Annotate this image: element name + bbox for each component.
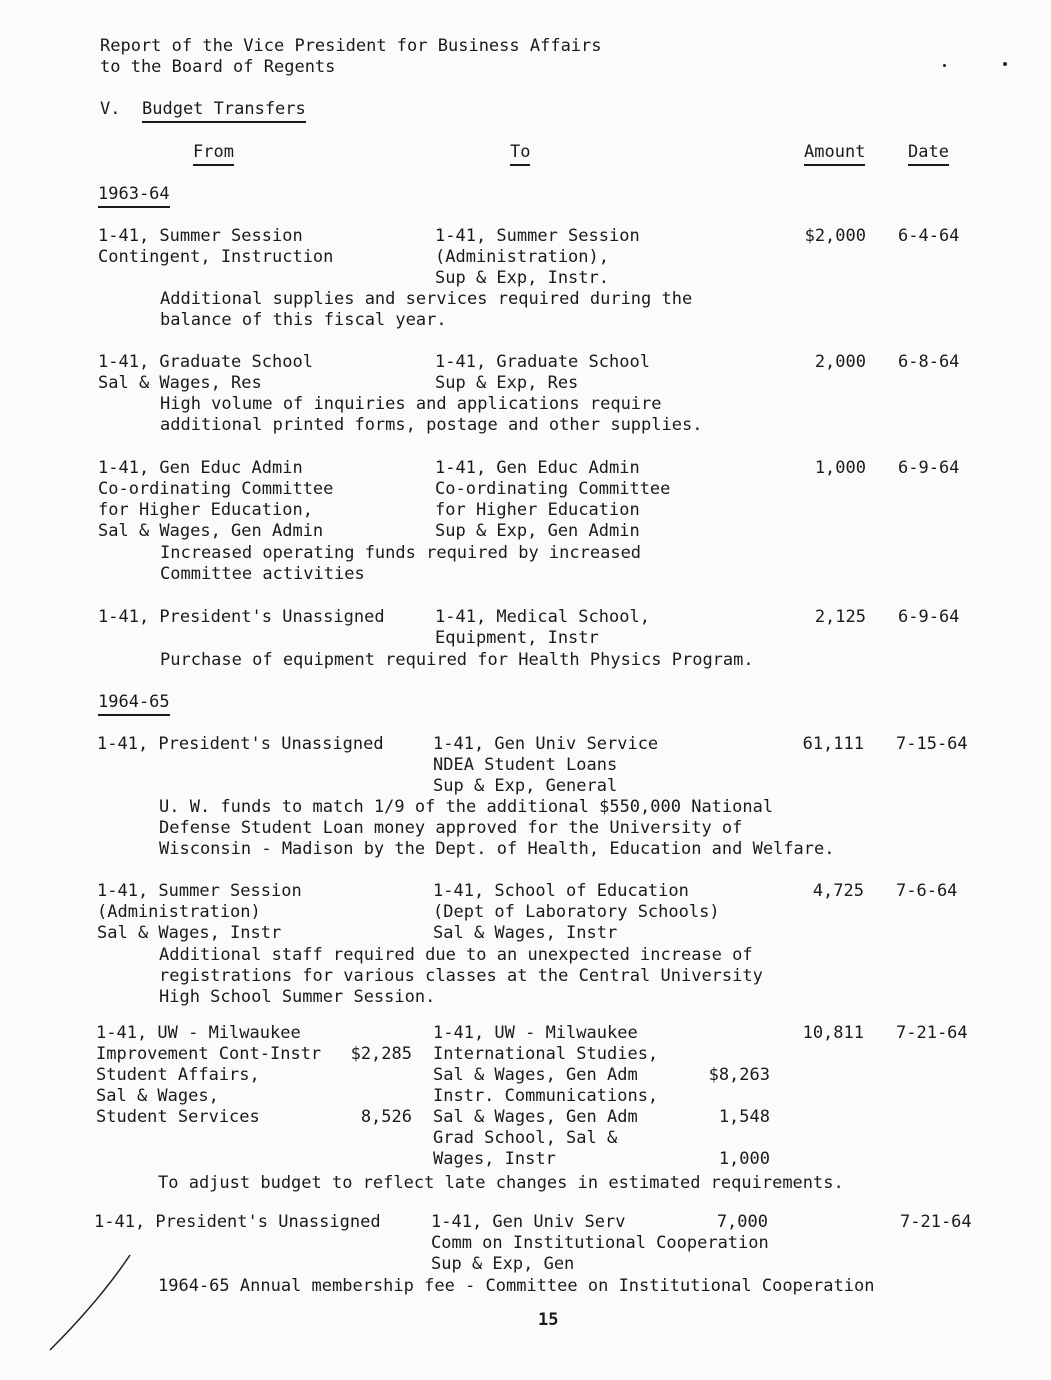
to-line: Sup & Exp, Instr. [435,268,609,288]
to-line: International Studies, [433,1044,659,1064]
column-header-date: Date [908,142,949,166]
to-line: Wages, Instr [433,1149,556,1169]
transfer-amount: 61,111 [802,734,864,754]
pen-stroke-mark [30,1250,140,1360]
from-line: for Higher Education, [98,500,313,520]
to-line: 1-41, UW - Milwaukee [433,1023,638,1043]
from-line: (Administration) [97,902,261,922]
from-line: 1-41, President's Unassigned [94,1212,381,1232]
to-sub-amount: $8,263 [708,1065,770,1085]
from-line: Co-ordinating Committee [98,479,334,499]
to-line: 1-41, Medical School, [435,607,650,627]
scan-speck [1003,62,1007,66]
transfer-date: 6-8-64 [898,352,960,372]
fiscal-year-heading: 1964-65 [98,692,170,716]
from-line: 1-41, President's Unassigned [97,734,384,754]
transfer-note: 1964-65 Annual membership fee - Committee on Institutional Cooperation [158,1276,875,1296]
transfer-note: Wisconsin - Madison by the Dept. of Health, Education and Welfare. [159,839,835,859]
transfer-note: Additional staff required due to an unexpected increase of [159,945,753,965]
to-line: 1-41, School of Education [433,881,689,901]
transfer-amount: 1,000 [814,458,866,478]
to-line: (Dept of Laboratory Schools) [433,902,720,922]
to-sub-amount: 1,548 [718,1107,770,1127]
from-line: 1-41, Graduate School [98,352,313,372]
to-sub-amount: 1,000 [718,1149,770,1169]
from-line: 1-41, UW - Milwaukee [96,1023,301,1043]
transfer-note: Defense Student Loan money approved for the University of [159,818,743,838]
to-line: Equipment, Instr [435,628,599,648]
to-line: Sup & Exp, Gen Admin [435,521,640,541]
transfer-note: To adjust budget to reflect late changes in estimated requirements. [158,1173,844,1193]
column-header-amount: Amount [804,142,865,166]
to-line: Comm on Institutional Cooperation [431,1233,769,1253]
transfer-note: registrations for various classes at the Central University [159,966,763,986]
from-line: Improvement Cont-Instr [96,1044,322,1064]
transfer-note: U. W. funds to match 1/9 of the additional $550,000 National [159,797,774,817]
transfer-date: 7-6-64 [896,881,958,901]
transfer-note: additional printed forms, postage and other supplies. [160,415,703,435]
from-line: Student Affairs, [96,1065,260,1085]
to-line: 1-41, Summer Session [435,226,640,246]
transfer-date: 6-9-64 [898,458,960,478]
transfer-amount: 2,125 [814,607,866,627]
from-line: Sal & Wages, Instr [97,923,282,943]
to-line: Sal & Wages, Gen Adm [433,1107,638,1127]
to-line: NDEA Student Loans [433,755,618,775]
from-line: 1-41, Gen Educ Admin [98,458,303,478]
to-line: 1-41, Gen Educ Admin [435,458,640,478]
fiscal-year-heading: 1963-64 [98,184,170,208]
column-header-to: To [510,142,530,166]
to-line: Instr. Communications, [433,1086,659,1106]
to-line: 1-41, Gen Univ Service [433,734,659,754]
column-header-from: From [193,142,234,166]
to-line: Sup & Exp, Res [435,373,579,393]
to-line: 1-41, Graduate School [435,352,650,372]
transfer-amount: 4,725 [812,881,864,901]
from-line: Sal & Wages, Res [98,373,262,393]
from-line: Student Services [96,1107,260,1127]
transfer-date: 6-4-64 [898,226,960,246]
to-line: 1-41, Gen Univ Serv [431,1212,626,1232]
to-line: Sal & Wages, Instr [433,923,618,943]
from-line: Sal & Wages, Gen Admin [98,521,324,541]
transfer-note: Additional supplies and services required during the [160,289,693,309]
to-line: Sup & Exp, General [433,776,618,796]
transfer-note: Committee activities [160,564,365,584]
transfer-date: 7-21-64 [900,1212,972,1232]
from-line: Sal & Wages, [96,1086,219,1106]
transfer-note: balance of this fiscal year. [160,310,447,330]
from-line: Contingent, Instruction [98,247,334,267]
transfer-amount: 10,811 [802,1023,864,1043]
to-line: (Administration), [435,247,609,267]
report-title-line-2: to the Board of Regents [100,57,336,77]
from-sub-amount: $2,285 [350,1044,412,1064]
from-line: 1-41, President's Unassigned [98,607,385,627]
transfer-amount: $2,000 [804,226,866,246]
to-line: Co-ordinating Committee [435,479,671,499]
section-title: Budget Transfers [142,99,306,123]
to-line: for Higher Education [435,500,640,520]
page-number: 15 [538,1310,559,1330]
to-sub-amount: 7,000 [716,1212,768,1232]
section-number: V. [100,99,121,119]
transfer-note: Purchase of equipment required for Health Physics Program. [160,650,754,670]
from-sub-amount: 8,526 [360,1107,412,1127]
transfer-note: Increased operating funds required by increased [160,543,642,563]
transfer-note: High volume of inquiries and applications require [160,394,662,414]
transfer-amount: 2,000 [814,352,866,372]
to-line: Sal & Wages, Gen Adm [433,1065,638,1085]
transfer-date: 6-9-64 [898,607,960,627]
from-line: 1-41, Summer Session [98,226,303,246]
transfer-note: High School Summer Session. [159,987,436,1007]
to-line: Sup & Exp, Gen [431,1254,575,1274]
transfer-date: 7-15-64 [896,734,968,754]
report-title-line-1: Report of the Vice President for Business Affairs [100,36,602,56]
transfer-date: 7-21-64 [896,1023,968,1043]
from-line: 1-41, Summer Session [97,881,302,901]
to-line: Grad School, Sal & [433,1128,618,1148]
scan-speck [943,64,946,67]
